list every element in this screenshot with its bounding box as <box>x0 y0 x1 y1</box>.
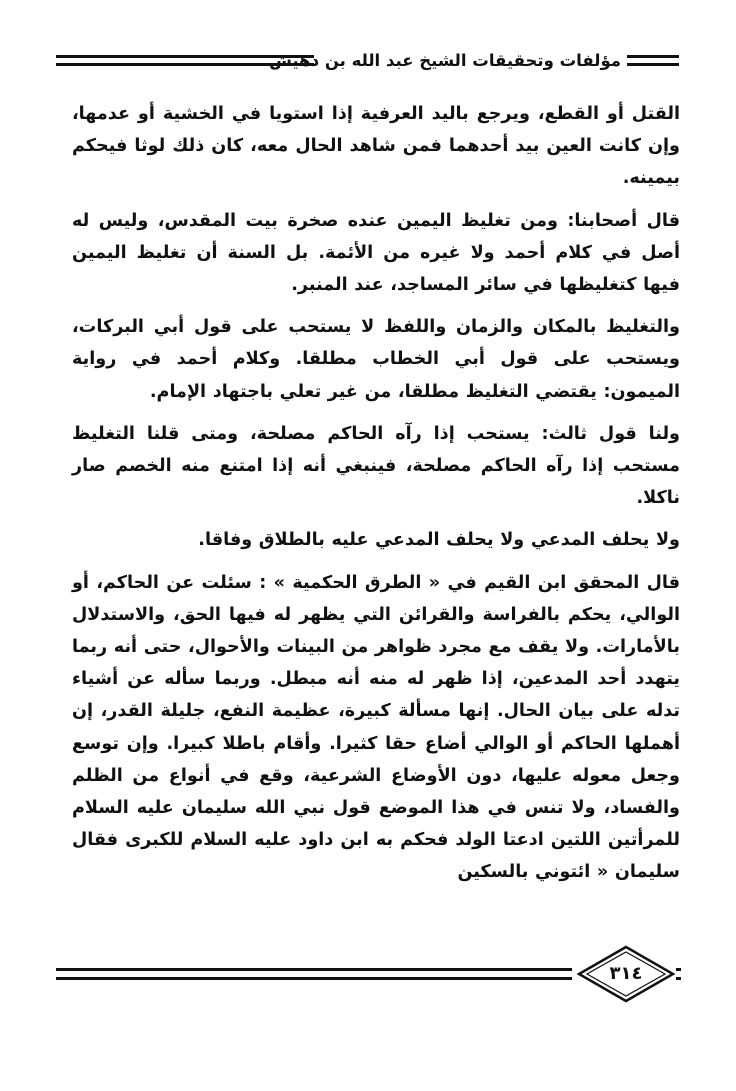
paragraph-6: قال المحقق ابن القيم في « الطرق الحكمية » : سئلت عن الحاكم، أو الوالي، يحكم بالفراسة والقرائن التي يظهر له فيها الحق، والاستدلال بالأمارات. ولا يقف مع مجرد ظواهر من البينات والأحوال، حتى أنه ربما يتهدد أحد المدعين، إذا ظهر له منه أنه مبطل. وربما سأله عن أشياء تدله على بيان الحال. إنها مسألة كبيرة، عظيمة النفع، جليلة القدر، إن أهملها الحاكم أو الوالي أضاع حقا كثيرا. وأقام باطلا كبيرا. وإن توسع وجعل معوله عليها، دون الأوضاع الشرعية، وقع في أنواع من الظلم والفساد، ولا تنس في هذا الموضع قول نبي الله سليمان عليه السلام للمرأتين اللتين ادعتا الولد فحكم به ابن داود عليه السلام للكبرى فقال سليمان « ائتوني بالسكين <box>72 572 680 883</box>
header-rule-left <box>56 55 314 66</box>
page-number: ٣١٤ <box>609 963 643 984</box>
paragraph-3: والتغليظ بالمكان والزمان واللفظ لا يستحب على قول أبي البركات، ويستحب على قول أبي الخطاب مطلقا. وكلام أحمد في رواية الميمون: يقتضي التغليظ مطلقا، من غير تعلي باجتهاد الإمام. <box>72 317 680 402</box>
paragraph-2: قال أصحابنا: ومن تغليظ اليمين عنده صخرة بيت المقدس، وليس له أصل في كلام أحمد ولا غيره من الأئمة. بل السنة أن تغليظ اليمين فيها كتغليظها في سائر المساجد، عند المنبر. <box>72 210 680 296</box>
paragraph-1: القتل أو القطع، ويرجع باليد العرفية إذا استويا في الخشية أو عدمها، وإن كانت العين بيد أحدهما فمن شاهد الحال معه، كان ذلك لوثا فيحكم بيمينه. <box>72 104 680 189</box>
page-footer <box>56 945 681 1005</box>
footer-rule-tail <box>676 968 681 980</box>
page-body <box>72 98 680 899</box>
paragraph-4: ولنا قول ثالث: يستحب إذا رآه الحاكم مصلحة، ومتى قلنا التغليظ مستحب إذا رآه الحاكم مصلحة، فينبغي أنه إذا امتنع منه الخصم صار ناكلا. <box>72 423 680 509</box>
page-number-badge <box>576 945 676 1003</box>
header-rule-right <box>627 55 679 66</box>
running-header <box>56 48 679 74</box>
paragraph-5: ولا يحلف المدعي ولا يحلف المدعي عليه بالطلاق وفاقا. <box>198 530 680 551</box>
header-title: مؤلفات وتحقيقات الشيخ عبد الله بن دهيش <box>269 51 621 70</box>
